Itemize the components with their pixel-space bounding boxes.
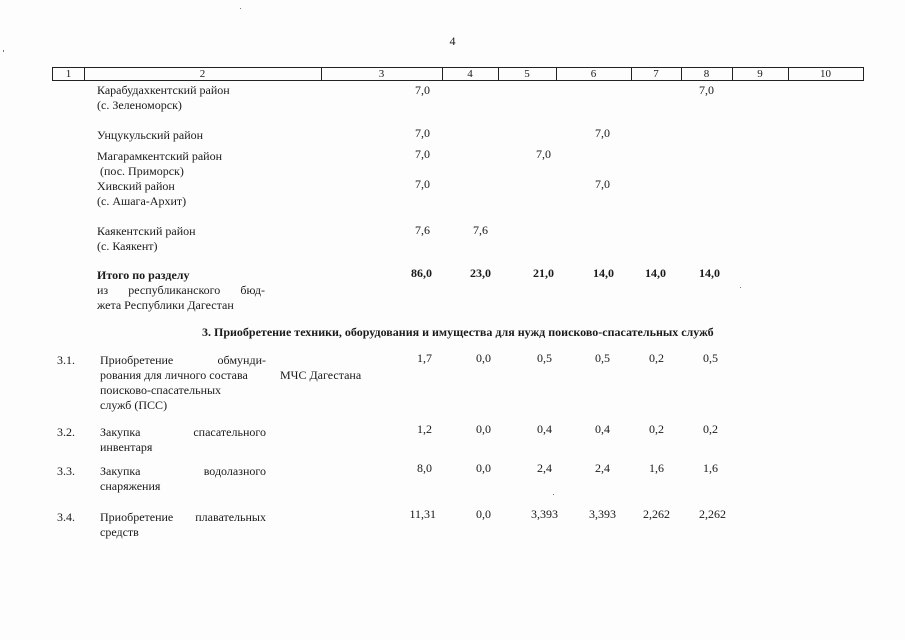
value-col-6: 0,5 [537, 351, 552, 365]
district-name-line: (с. Ашага-Архит) [97, 194, 187, 208]
value-col-9: 7,0 [699, 83, 714, 97]
total-col-9: 14,0 [699, 266, 720, 280]
value-col-5: 0,0 [476, 351, 491, 365]
header-col-6: 6 [556, 68, 632, 80]
total-subtitle-line: из республиканского бюд- [97, 283, 265, 297]
district-name-line: (пос. Приморск) [97, 164, 184, 178]
district-name-line: (с. Зеленоморск) [97, 98, 182, 112]
row-number: 3.3. [57, 464, 75, 478]
item-name-line: Закупка водолазного [100, 464, 266, 478]
scan-speck [553, 494, 554, 495]
district-name-line: Каякентский район [97, 224, 196, 238]
total-col-8: 14,0 [645, 266, 666, 280]
value-col-5: 0,0 [476, 461, 491, 475]
item-name-line: Приобретение обмунди- [100, 353, 266, 367]
district-name-line: Карабудахкентский район [97, 83, 230, 97]
total-col-6: 21,0 [533, 266, 554, 280]
header-col-8: 8 [681, 68, 733, 80]
value-col-4: 1,7 [417, 351, 432, 365]
district-name-line: (с. Каякент) [97, 239, 158, 253]
value-col-7: 0,5 [595, 351, 610, 365]
scan-speck [3, 50, 4, 52]
total-col-4: 86,0 [411, 266, 432, 280]
value-col-4: 7,6 [415, 223, 430, 237]
scan-speck [240, 8, 241, 9]
value-col-4: 8,0 [417, 461, 432, 475]
header-col-9: 9 [732, 68, 789, 80]
value-col-7: 2,4 [595, 461, 610, 475]
item-name-line: служб (ПСС) [100, 398, 168, 412]
header-col-10: 10 [820, 68, 831, 80]
value-col-6: 7,0 [536, 147, 551, 161]
item-name-line: поисково-спасательных [100, 383, 222, 397]
value-col-9: 0,2 [703, 422, 718, 436]
value-col-4: 1,2 [417, 422, 432, 436]
value-col-7: 3,393 [589, 507, 616, 521]
header-col-5: 5 [498, 68, 557, 80]
value-col-6: 3,393 [531, 507, 558, 521]
item-name-line: инвентаря [100, 440, 153, 454]
value-col-8: 1,6 [649, 461, 664, 475]
item-name-line: снаряжения [100, 479, 161, 493]
value-col-5: 7,6 [473, 223, 488, 237]
total-col-7: 14,0 [593, 266, 614, 280]
total-col-5: 23,0 [470, 266, 491, 280]
value-col-6: 2,4 [537, 461, 552, 475]
value-col-9: 0,5 [703, 351, 718, 365]
value-col-9: 2,262 [699, 507, 726, 521]
header-col-1: 1 [53, 68, 85, 80]
executor: МЧС Дагестана [280, 368, 362, 382]
item-name-line: Закупка спасательного [100, 425, 266, 439]
value-col-7: 0,4 [595, 422, 610, 436]
row-number: 3.4. [57, 510, 75, 524]
district-name-line: Магарамкентский район [97, 149, 223, 163]
section-title: 3. Приобретение техники, оборудования и имущества для нужд поисково-спасательных служб [202, 325, 714, 339]
value-col-5: 0,0 [476, 422, 491, 436]
value-col-6: 0,4 [537, 422, 552, 436]
header-col-7: 7 [631, 68, 682, 80]
row-number: 3.1. [57, 353, 75, 367]
header-col-2: 2 [84, 68, 322, 80]
item-name-line: рования для личного состава [100, 368, 248, 382]
value-col-4: 11,31 [409, 507, 436, 521]
total-label: Итого по разделу [97, 268, 190, 282]
value-col-7: 7,0 [595, 177, 610, 191]
value-col-4: 7,0 [415, 126, 430, 140]
item-name-line: Приобретение плавательных [100, 510, 266, 524]
value-col-8: 2,262 [643, 507, 670, 521]
value-col-4: 7,0 [415, 83, 430, 97]
table-header-row [52, 67, 864, 81]
value-col-8: 0,2 [649, 422, 664, 436]
value-col-5: 0,0 [476, 507, 491, 521]
header-col-4: 4 [442, 68, 499, 80]
row-number: 3.2. [57, 425, 75, 439]
district-name-line: Хивский район [97, 179, 175, 193]
value-col-7: 7,0 [595, 126, 610, 140]
district-name-line: Унцукульский район [97, 128, 204, 142]
value-col-4: 7,0 [415, 177, 430, 191]
item-name-line: средств [100, 525, 139, 539]
page-number: 4 [449, 34, 456, 48]
value-col-9: 1,6 [703, 461, 718, 475]
total-subtitle-line: жета Республики Дагестан [97, 298, 234, 312]
value-col-8: 0,2 [649, 351, 664, 365]
header-col-3: 3 [321, 68, 443, 80]
scan-speck [740, 287, 741, 288]
value-col-4: 7,0 [415, 147, 430, 161]
